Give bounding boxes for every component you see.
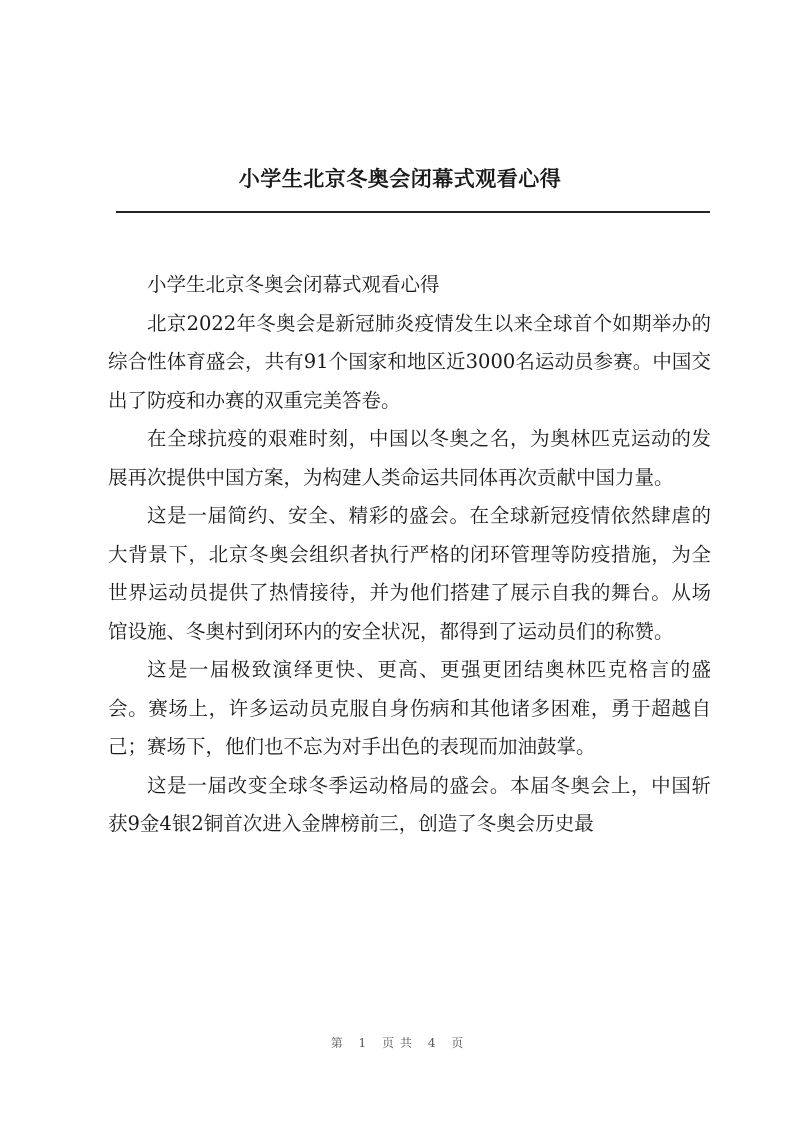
page-title: 小学生北京冬奥会闭幕式观看心得 [238,167,562,191]
paragraph: 在全球抗疫的艰难时刻，中国以冬奥之名，为奥林匹克运动的发展再次提供中国方案，为构建人类命运共同体再次贡献中国力量。 [108,427,711,489]
paragraph-subtitle: 小学生北京冬奥会闭幕式观看心得 [147,273,440,296]
page-number-footer: 第 1 页共 4 页 [330,1036,470,1050]
document-body [108,266,711,844]
paragraph: 这是一届简约、安全、精彩的盛会。在全球新冠疫情依然肆虐的大背景下，北京冬奥会组织者执行严格的闭环管理等防疫措施，为全世界运动员提供了热情接待，并为他们搭建了展示自我的舞台。从场馆设施、冬奥村到闭环内的安全状况，都得到了运动员们的称赞。 [108,504,711,643]
title-divider [116,211,710,213]
paragraph: 这是一届极致演绎更快、更高、更强更团结奥林匹克格言的盛会。赛场上，许多运动员克服自身伤病和其他诸多困难，勇于超越自己；赛场下，他们也不忘为对手出色的表现而加油鼓掌。 [108,658,711,758]
paragraph: 北京2022年冬奥会是新冠肺炎疫情发生以来全球首个如期举办的综合性体育盛会，共有91个国家和地区近3000名运动员参赛。中国交出了防疫和办赛的双重完美答卷。 [108,311,711,412]
paragraph: 这是一届改变全球冬季运动格局的盛会。本届冬奥会上，中国斩获9金4银2铜首次进入金牌榜前三，创造了冬奥会历史最 [108,773,711,835]
